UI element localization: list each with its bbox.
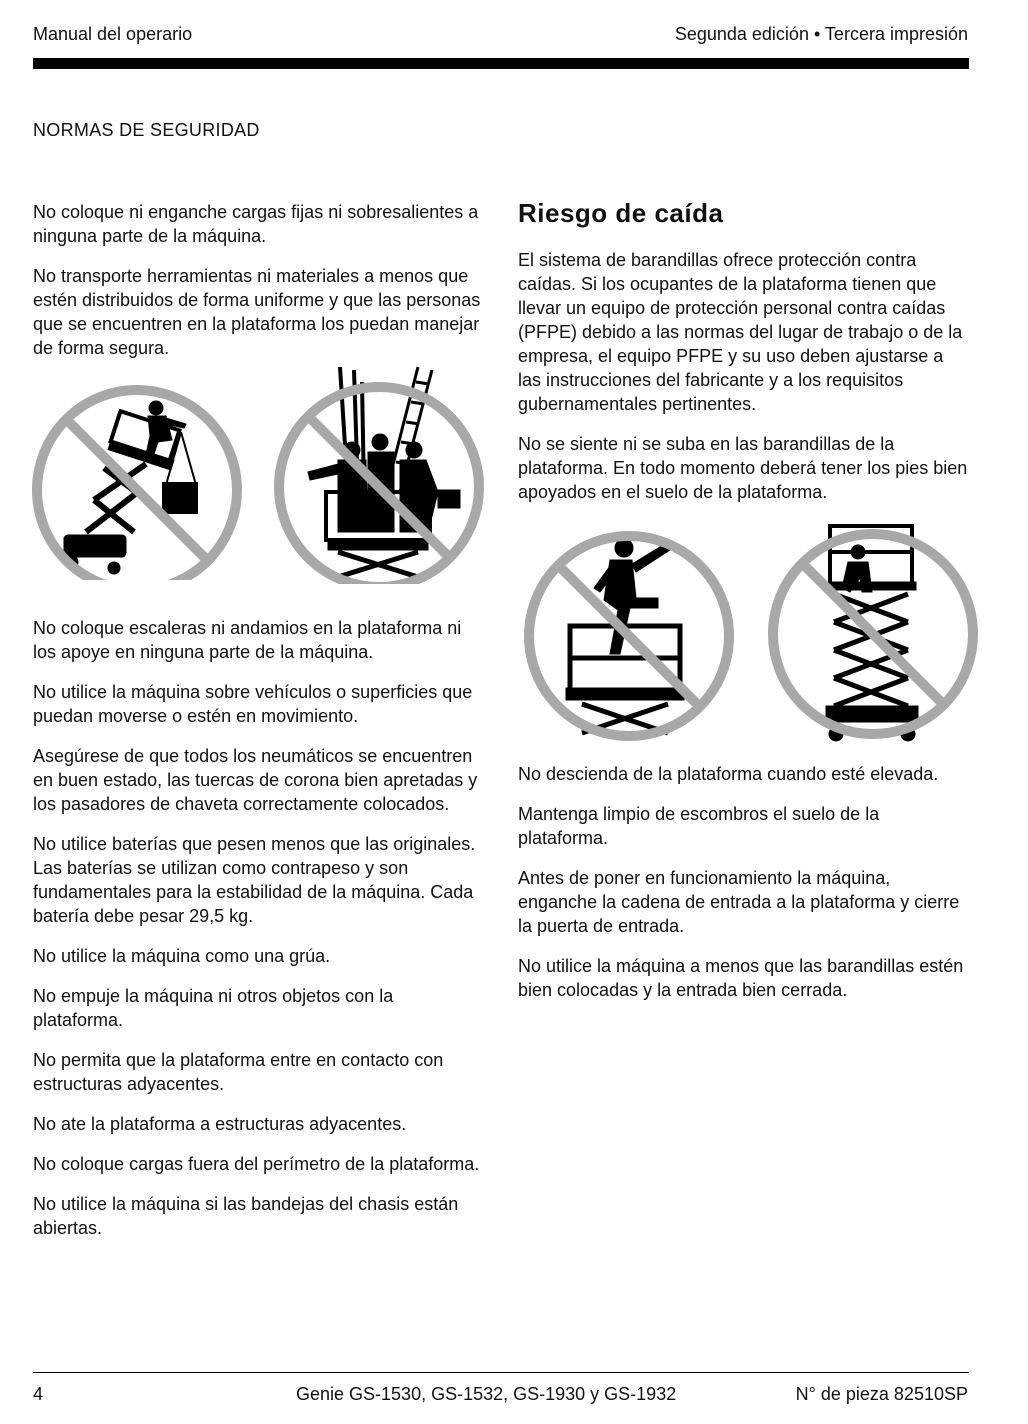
- footer-page-number: 4: [33, 1384, 44, 1404]
- no-exit-elevated-icon: [762, 522, 984, 746]
- paragraph: No utilice baterías que pesen menos que las originales. Las baterías se utilizan como contrapeso y son fundamentales para la estabilidad de la máquina. Cada batería debe pesar 29,5 kg.: [33, 834, 476, 926]
- right-column-bottom: [518, 762, 970, 1018]
- paragraph: No transporte herramientas ni materiales a menos que estén distribuidos de forma uniforme y que las personas que se encuentren en la plataforma los puedan manejar de forma segura.: [33, 266, 481, 358]
- footer-models: Genie GS-1530, GS-1532, GS-1930 y GS-1932: [296, 1384, 677, 1404]
- header-rule: [33, 58, 969, 69]
- footer-rule: [33, 1372, 969, 1373]
- paragraph: No ate la plataforma a estructuras adyacentes.: [33, 1114, 407, 1134]
- paragraph: No permita que la plataforma entre en contacto con estructuras adyacentes.: [33, 1050, 444, 1094]
- left-column-top: [33, 200, 485, 376]
- paragraph: Antes de poner en funcionamiento la máquina, enganche la cadena de entrada a la plataforma y cierre la puerta de entrada.: [518, 868, 960, 936]
- paragraph: El sistema de barandillas ofrece protección contra caídas. Si los ocupantes de la plataforma tienen que llevar un equipo de protección personal contra caídas (PFPE) debido a las normas del lugar de trabajo o de la empresa, el equipo PFPE y su uso deben ajustarse a las instrucciones del fabricante y a los requisitos gubernamentales pertinentes.: [518, 250, 963, 414]
- right-column-top: [518, 198, 970, 520]
- paragraph: Asegúrese de que todos los neumáticos se encuentren en buen estado, las tuercas de corona bien apretadas y los pasadores de chaveta correctamente colocados.: [33, 746, 478, 814]
- paragraph: No empuje la máquina ni otros objetos con la plataforma.: [33, 986, 394, 1030]
- paragraph: No utilice la máquina como una grúa.: [33, 946, 331, 966]
- paragraph: No se siente ni se suba en las barandillas de la plataforma. En todo momento deberá tener los pies bien apoyados en el suelo de la plataforma.: [518, 434, 968, 502]
- no-hanging-load-icon: [26, 380, 248, 580]
- paragraph: No descienda de la plataforma cuando esté elevada.: [518, 764, 939, 784]
- paragraph: No utilice la máquina sobre vehículos o superficies que puedan moverse o estén en movimiento.: [33, 682, 473, 726]
- header-left: Manual del operario: [33, 24, 193, 44]
- no-climbing-rails-icon: [518, 528, 740, 746]
- paragraph: No coloque cargas fuera del perímetro de la plataforma.: [33, 1154, 480, 1174]
- section-heading: Riesgo de caída: [518, 198, 724, 228]
- paragraph: No coloque escaleras ni andamios en la plataforma ni los apoye en ninguna parte de la máquina.: [33, 618, 462, 662]
- no-ladder-icon: [268, 362, 490, 584]
- paragraph: No utilice la máquina a menos que las barandillas estén bien colocadas y la entrada bien cerrada.: [518, 956, 964, 1000]
- paragraph: Mantenga limpio de escombros el suelo de la plataforma.: [518, 804, 880, 848]
- paragraph: No utilice la máquina si las bandejas del chasis están abiertas.: [33, 1194, 459, 1238]
- header-right: Segunda edición • Tercera impresión: [674, 24, 968, 44]
- section-label: NORMAS DE SEGURIDAD: [33, 120, 260, 140]
- left-column-bottom: [33, 616, 485, 1256]
- footer-part-number: N° de pieza 82510SP: [795, 1384, 968, 1404]
- paragraph: No coloque ni enganche cargas fijas ni sobresalientes a ninguna parte de la máquina.: [33, 202, 479, 246]
